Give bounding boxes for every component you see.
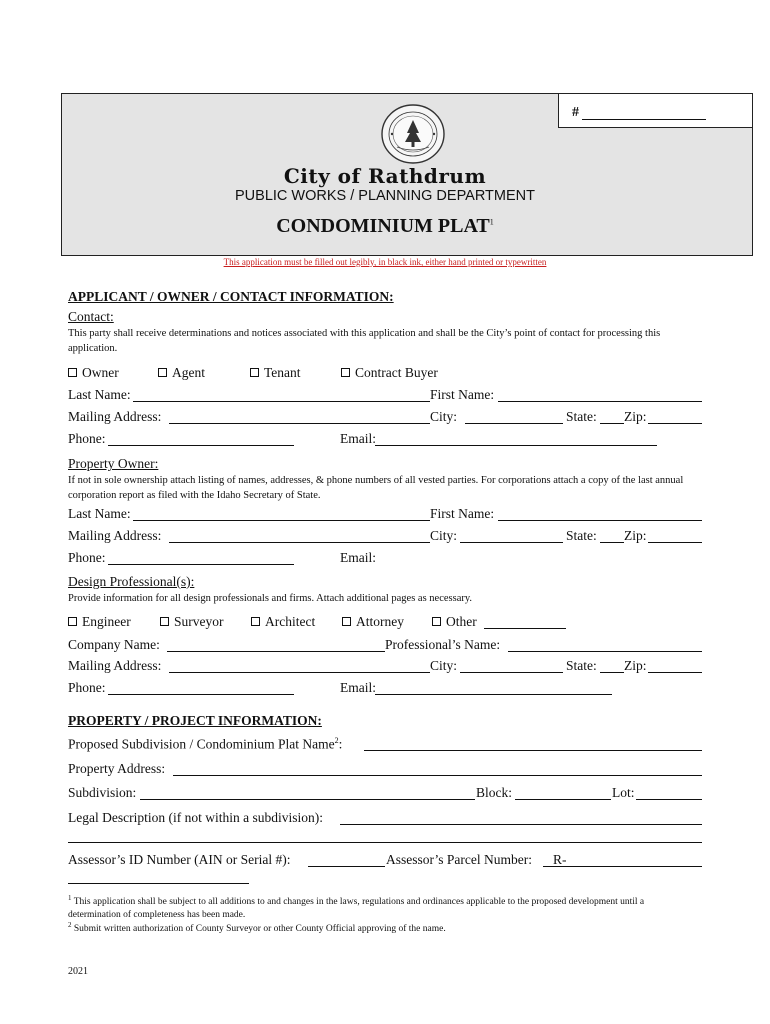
footnote-2-text: Submit written authorization of County Surveyor or other County Official approving of the name. (73, 924, 446, 935)
footnote-2 (68, 919, 688, 936)
assessor-id-field[interactable] (308, 866, 385, 867)
contact-description: This party shall receive determinations and notices associated with this application and shall be the City’s point of contact for processing this application. (68, 328, 661, 354)
role-attorney-option[interactable] (342, 614, 404, 630)
role-label: Tenant (264, 365, 301, 380)
role-label: Surveyor (174, 614, 224, 629)
title-footnote-mark: 1 (489, 217, 494, 227)
owner-email-label: Email: (340, 550, 376, 565)
owner-state-label: State: (566, 528, 597, 543)
contact-first-name-field[interactable] (498, 401, 702, 402)
assessor-id-label: Assessor’s ID Number (AIN or Serial #): (68, 852, 291, 867)
checkbox[interactable] (250, 368, 259, 377)
checkbox[interactable] (251, 617, 260, 626)
colon: : (338, 736, 343, 752)
owner-first-name-field[interactable] (498, 520, 702, 521)
owner-city-label: City: (430, 528, 458, 543)
company-name-field[interactable] (167, 651, 385, 652)
role-agent-option[interactable] (158, 365, 205, 381)
contact-city-label: City: (430, 409, 458, 424)
contact-first-name-label: First Name: (430, 387, 495, 402)
role-label: Engineer (82, 614, 131, 629)
contact-email-label: Email: (340, 431, 376, 446)
role-label: Contract Buyer (355, 365, 438, 380)
design-email-label: Email: (340, 680, 376, 695)
contact-email-field[interactable] (375, 445, 657, 446)
proposed-name-footnote-mark: 2 (334, 736, 339, 745)
design-professional-description: Provide information for all design professionals and firms. Attach additional pages as necessary. (68, 593, 473, 604)
property-owner-heading: Property Owner: (68, 456, 159, 471)
form-title (0, 215, 770, 238)
checkbox[interactable] (342, 617, 351, 626)
design-state-field[interactable] (600, 672, 624, 673)
form-title-text: CONDOMINIUM PLAT (276, 215, 490, 237)
applicant-section-title: APPLICANT / OWNER / CONTACT INFORMATION: (68, 289, 394, 304)
contact-state-field[interactable] (600, 423, 624, 424)
checkbox[interactable] (158, 368, 167, 377)
proposed-name-field[interactable] (364, 750, 702, 751)
design-mailing-address-field[interactable] (169, 672, 430, 673)
parcel-prefix: R- (553, 852, 567, 867)
assessor-parcel-field[interactable] (543, 866, 702, 867)
legal-description-label: Legal Description (if not within a subdivision): (68, 810, 323, 825)
owner-phone-label: Phone: (68, 550, 106, 565)
role-other-option[interactable] (432, 614, 477, 630)
design-state-label: State: (566, 658, 597, 673)
block-label: Block: (476, 785, 512, 800)
form-number-box (558, 93, 753, 128)
professional-name-field[interactable] (508, 651, 702, 652)
design-phone-field[interactable] (108, 694, 294, 695)
proposed-name-text: Proposed Subdivision / Condominium Plat Name (68, 736, 335, 752)
owner-mailing-address-label: Mailing Address: (68, 528, 162, 543)
design-email-field[interactable] (375, 694, 612, 695)
role-label: Agent (172, 365, 205, 380)
design-city-field[interactable] (460, 672, 563, 673)
role-label: Architect (265, 614, 316, 629)
city-seal-icon (380, 103, 446, 165)
department-name: PUBLIC WORKS / PLANNING DEPARTMENT (235, 188, 535, 204)
checkbox[interactable] (341, 368, 350, 377)
checkbox[interactable] (432, 617, 441, 626)
design-city-label: City: (430, 658, 458, 673)
subdivision-label: Subdivision: (68, 785, 137, 800)
checkbox[interactable] (68, 368, 77, 377)
form-year: 2021 (68, 966, 88, 977)
contact-zip-label: Zip: (624, 409, 647, 424)
property-owner-description: If not in sole ownership attach listing of names, addresses, & phone numbers of all vested parties. For corporations attach a copy of the last annual corporation report as filed with the Idaho Secretary of State. (68, 475, 684, 501)
contact-mailing-address-field[interactable] (169, 423, 430, 424)
fill-instructions: This application must be filled out legibly, in black ink, either hand printed or typewritten (223, 257, 547, 267)
footnote-1-mark: 1 (68, 894, 72, 902)
owner-state-field[interactable] (600, 542, 624, 543)
contact-zip-field[interactable] (648, 423, 702, 424)
footnote-1-text: This application shall be subject to all additions to and changes in the laws, regulations and ordinances applicable to the proposed development until a determination of completeness has been made. (68, 897, 645, 921)
role-architect-option[interactable] (251, 614, 315, 630)
proposed-name-label (68, 736, 342, 753)
owner-last-name-field[interactable] (133, 520, 430, 521)
design-zip-label: Zip: (624, 658, 647, 673)
subdivision-field[interactable] (140, 799, 475, 800)
lot-field[interactable] (636, 799, 702, 800)
owner-first-name-label: First Name: (430, 506, 495, 521)
company-name-label: Company Name: (68, 637, 160, 652)
role-surveyor-option[interactable] (160, 614, 224, 630)
other-role-field[interactable] (484, 628, 566, 629)
owner-phone-field[interactable] (108, 564, 294, 565)
owner-mailing-address-field[interactable] (169, 542, 430, 543)
owner-city-field[interactable] (460, 542, 563, 543)
contact-heading: Contact: (68, 309, 114, 324)
role-label: Other (446, 614, 477, 629)
footnote-2-mark: 2 (68, 921, 72, 929)
form-number-field[interactable] (582, 119, 706, 120)
role-owner-option[interactable] (68, 365, 119, 381)
design-phone-label: Phone: (68, 680, 106, 695)
checkbox[interactable] (68, 617, 77, 626)
design-mailing-address-label: Mailing Address: (68, 658, 162, 673)
footnote-1 (68, 892, 688, 922)
contact-last-name-label: Last Name: (68, 387, 131, 402)
role-engineer-option[interactable] (68, 614, 131, 630)
property-address-label: Property Address: (68, 761, 166, 776)
contact-mailing-address-label: Mailing Address: (68, 409, 162, 424)
owner-last-name-label: Last Name: (68, 506, 131, 521)
legal-description-field-line2[interactable] (68, 842, 702, 843)
role-label: Attorney (356, 614, 404, 629)
contact-phone-field[interactable] (108, 445, 294, 446)
role-tenant-option[interactable] (250, 365, 301, 381)
design-professional-heading: Design Professional(s): (68, 574, 195, 589)
property-section-title: PROPERTY / PROJECT INFORMATION: (68, 713, 322, 728)
contact-last-name-field[interactable] (133, 401, 430, 402)
form-number-label: # (572, 105, 579, 120)
design-zip-field[interactable] (648, 672, 702, 673)
role-contract-buyer-option[interactable] (341, 365, 438, 381)
property-address-field[interactable] (173, 775, 702, 776)
block-field[interactable] (515, 799, 611, 800)
owner-zip-label: Zip: (624, 528, 647, 543)
owner-zip-field[interactable] (648, 542, 702, 543)
contact-phone-label: Phone: (68, 431, 106, 446)
assessor-parcel-label: Assessor’s Parcel Number: (386, 852, 532, 867)
footnote-divider (68, 883, 249, 884)
contact-city-field[interactable] (465, 423, 563, 424)
legal-description-field[interactable] (340, 824, 702, 825)
contact-state-label: State: (566, 409, 597, 424)
role-label: Owner (82, 365, 119, 380)
city-name: City of Rathdrum (283, 164, 487, 188)
professional-name-label: Professional’s Name: (385, 637, 501, 652)
checkbox[interactable] (160, 617, 169, 626)
lot-label: Lot: (612, 785, 635, 800)
